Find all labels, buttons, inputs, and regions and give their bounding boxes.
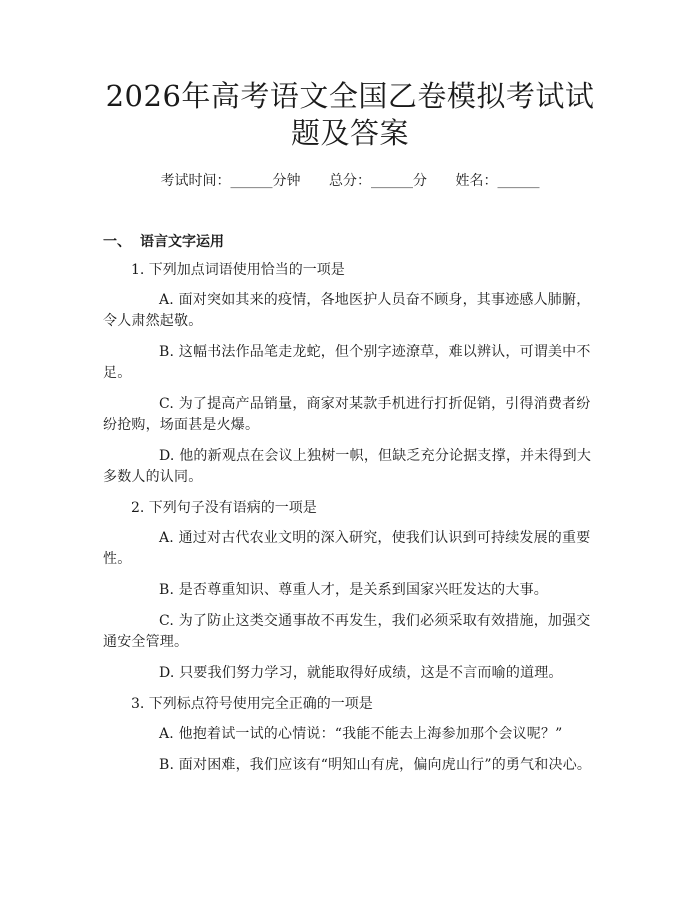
- question-stem: 3. 下列标点符号使用完全正确的一项是: [131, 696, 373, 712]
- question-option: A. 面对突如其来的疫情，各地医护人员奋不顾身，其事迹感人肺腑，令人肃然起敬。: [103, 292, 591, 329]
- question-option: B. 面对困难，我们应该有“明知山有虎，偏向虎山行”的勇气和决心。: [159, 757, 592, 773]
- question-list: [103, 260, 603, 786]
- page-title: 2026年高考语文全国乙卷模拟考试试题及答案: [105, 79, 595, 150]
- question-option: A. 他抱着试一试的心情说：“我能不能去上海参加那个会议呢？”: [159, 726, 563, 742]
- question-option: A. 通过对古代农业文明的深入研究，使我们认识到可持续发展的重要性。: [103, 530, 591, 567]
- question-stem: 2. 下列句子没有语病的一项是: [131, 500, 317, 516]
- total-score: 总分：______分: [329, 173, 427, 189]
- section-heading: [103, 232, 224, 252]
- student-name: 姓名：______: [455, 173, 540, 189]
- question-option: C. 为了提高产品销量，商家对某款手机进行打折促销，引得消费者纷纷抢购，场面甚是火爆。: [103, 396, 591, 433]
- question-option: B. 这幅书法作品笔走龙蛇，但个别字迹潦草，难以辨认，可谓美中不足。: [103, 344, 591, 381]
- exam-time: 考试时间：______分钟: [160, 173, 301, 189]
- section-number: 一、: [103, 234, 131, 250]
- question-option: C. 为了防止这类交通事故不再发生，我们必须采取有效措施，加强交通安全管理。: [103, 613, 591, 650]
- question-option: B. 是否尊重知识、尊重人才，是关系到国家兴旺发达的大事。: [159, 582, 548, 598]
- exam-info: [0, 171, 700, 191]
- question-option: D. 他的新观点在会议上独树一帜，但缺乏充分论据支撑，并未得到大多数人的认同。: [103, 448, 592, 485]
- question-stem: 1. 下列加点词语使用恰当的一项是: [131, 262, 345, 278]
- section-title: 语言文字运用: [140, 234, 224, 250]
- question-option: D. 只要我们努力学习，就能取得好成绩，这是不言而喻的道理。: [159, 665, 563, 681]
